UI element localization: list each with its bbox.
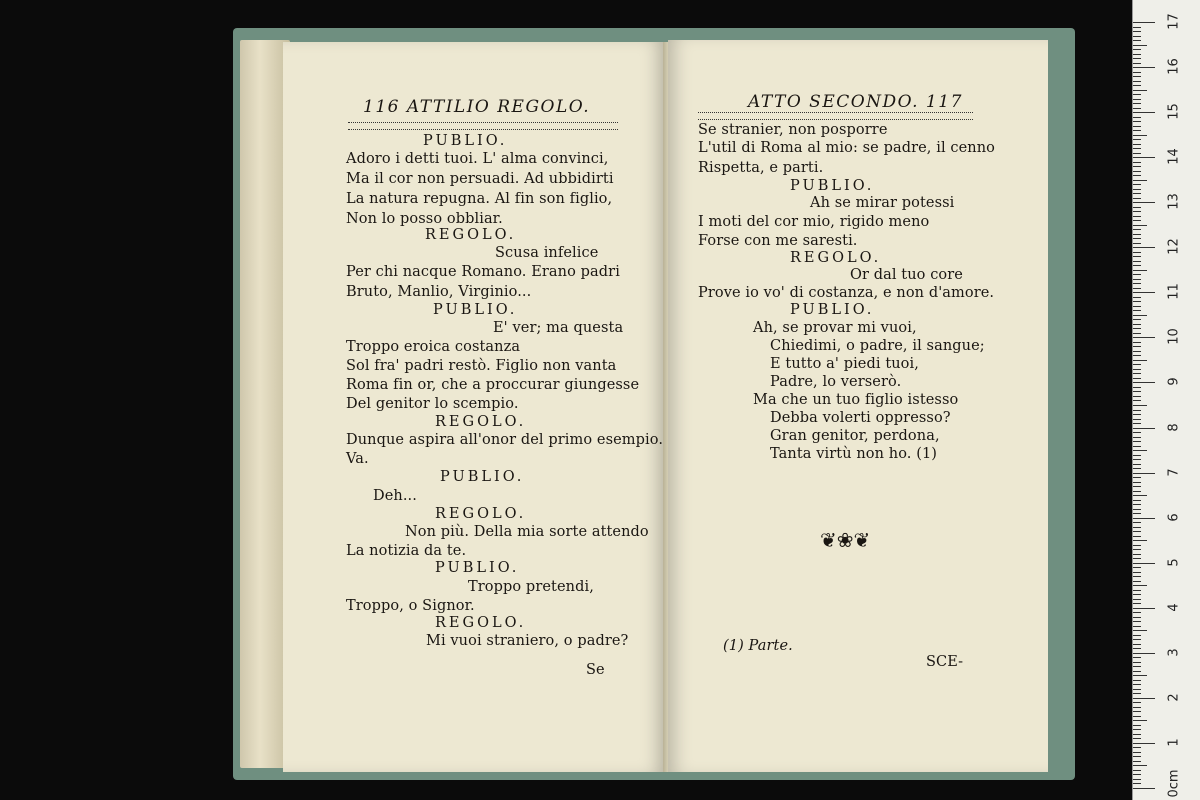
ruler-tick — [1133, 464, 1141, 465]
ruler-tick — [1133, 40, 1141, 41]
ruler-tick — [1133, 414, 1141, 415]
ruler-tick — [1133, 220, 1141, 221]
ruler-tick — [1133, 720, 1147, 721]
ruler-tick — [1133, 112, 1155, 113]
ruler-tick — [1133, 301, 1141, 302]
ruler-tick — [1133, 536, 1141, 537]
ruler-tick — [1133, 247, 1155, 248]
ruler-tick — [1133, 81, 1141, 82]
ruler-tick — [1133, 346, 1141, 347]
ruler-tick — [1133, 513, 1141, 514]
header-rule — [698, 112, 973, 120]
ruler-tick — [1133, 482, 1141, 483]
ruler-tick — [1133, 450, 1147, 451]
ruler-tick — [1133, 689, 1141, 690]
ruler-tick — [1133, 382, 1155, 383]
ruler-tick — [1133, 405, 1147, 406]
ruler-tick — [1133, 423, 1141, 424]
ruler-tick — [1133, 761, 1141, 762]
verse-line: Sol fra' padri restò. Figlio non vanta — [346, 358, 617, 374]
ruler-tick — [1133, 774, 1141, 775]
ruler-tick — [1133, 729, 1141, 730]
ruler-tick — [1133, 621, 1141, 622]
verse-line: La notizia da te. — [346, 543, 467, 559]
ruler-tick — [1133, 76, 1141, 77]
ruler-tick — [1133, 306, 1141, 307]
speaker-label: PUBLIO. — [790, 302, 875, 318]
verse-line: Se stranier, non posporre — [698, 122, 888, 138]
ruler-tick — [1133, 680, 1141, 681]
ruler-tick — [1133, 612, 1141, 613]
ruler-tick — [1133, 22, 1155, 23]
ruler-tick — [1133, 229, 1141, 230]
ruler-tick — [1133, 234, 1141, 235]
ruler-tick — [1133, 297, 1141, 298]
ruler-tick — [1133, 590, 1141, 591]
ruler-tick — [1133, 662, 1141, 663]
ruler-tick — [1133, 509, 1141, 510]
ruler-tick — [1133, 675, 1147, 676]
ruler-tick — [1133, 702, 1141, 703]
ruler-tick — [1133, 130, 1141, 131]
ruler-tick — [1133, 94, 1141, 95]
ruler-tick — [1133, 531, 1141, 532]
ruler-tick — [1133, 788, 1155, 789]
ruler-number: 15 — [1166, 103, 1182, 120]
ruler-tick — [1133, 328, 1141, 329]
ruler-tick — [1133, 211, 1141, 212]
ruler-tick — [1133, 67, 1155, 68]
ruler-tick — [1133, 252, 1141, 253]
ruler-tick — [1133, 58, 1141, 59]
speaker-label: REGOLO. — [425, 227, 517, 243]
ruler-number: 0cm — [1166, 769, 1182, 798]
ruler-number: 1 — [1166, 738, 1182, 747]
ruler-tick — [1133, 373, 1141, 374]
ruler-tick — [1133, 725, 1141, 726]
ruler-tick — [1133, 126, 1141, 127]
ruler-tick — [1133, 576, 1141, 577]
ruler-tick — [1133, 400, 1141, 401]
ruler-tick — [1133, 446, 1141, 447]
verse-line: Per chi nacque Romano. Erano padri — [346, 264, 620, 280]
verse-line: Dunque aspira all'onor del primo esempio. — [346, 432, 664, 448]
ruler-tick — [1133, 527, 1141, 528]
verse-line: Va. — [346, 451, 369, 467]
ruler-tick — [1133, 608, 1155, 609]
ruler-tick — [1133, 310, 1141, 311]
ruler-number: 2 — [1166, 693, 1182, 702]
ruler-tick — [1133, 36, 1141, 37]
verse-line: Padre, lo verserò. — [770, 374, 902, 390]
ruler-tick — [1133, 603, 1141, 604]
speaker-label: PUBLIO. — [440, 469, 525, 485]
verse-line: Chiedimi, o padre, il sangue; — [770, 338, 985, 354]
ruler-tick — [1133, 522, 1141, 523]
ruler-number: 12 — [1166, 238, 1182, 256]
verse-line: Ma il cor non persuadi. Ad ubbidirti — [346, 171, 614, 187]
verse-line: Scusa infelice — [495, 245, 599, 261]
ruler-tick — [1133, 432, 1141, 433]
speaker-label: PUBLIO. — [433, 302, 518, 318]
ruler-tick — [1133, 175, 1141, 176]
verse-line: E tutto a' piedi tuoi, — [770, 356, 919, 372]
ruler-tick — [1133, 558, 1141, 559]
ruler-tick — [1133, 45, 1147, 46]
ruler-tick — [1133, 716, 1141, 717]
ruler-tick — [1133, 486, 1141, 487]
ruler-tick — [1133, 225, 1147, 226]
ruler-tick — [1133, 369, 1141, 370]
ruler-number: 4 — [1166, 603, 1182, 612]
verse-line: Adoro i detti tuoi. L' alma convinci, — [346, 151, 609, 167]
ruler-tick — [1133, 783, 1141, 784]
ruler-tick — [1133, 707, 1141, 708]
ruler-tick — [1133, 410, 1141, 411]
ruler-tick — [1133, 545, 1141, 546]
ruler-tick — [1133, 315, 1147, 316]
verse-line: Forse con me saresti. — [698, 233, 858, 249]
verse-line: L'util di Roma al mio: se padre, il cenno — [698, 140, 996, 156]
ruler-tick — [1133, 238, 1141, 239]
verse-line: Prove io vo' di costanza, e non d'amore. — [698, 285, 995, 301]
speaker-label: REGOLO. — [790, 250, 882, 266]
ruler-tick — [1133, 148, 1141, 149]
ruler-tick — [1133, 572, 1141, 573]
verse-line: La natura repugna. Al fin son figlio, — [346, 191, 613, 207]
ruler-tick — [1133, 617, 1141, 618]
ruler-tick — [1133, 581, 1141, 582]
ruler-tick — [1133, 391, 1141, 392]
ruler-tick — [1133, 333, 1141, 334]
speaker-label: PUBLIO. — [423, 133, 508, 149]
ruler-tick — [1133, 193, 1141, 194]
verse-line: Debba volerti oppresso? — [770, 410, 951, 426]
verse-line: Ma che un tuo figlio istesso — [753, 392, 959, 408]
left-page — [283, 42, 665, 772]
ruler-tick — [1133, 351, 1141, 352]
fleuron-ornament: ❦❀❦ — [820, 528, 871, 552]
ruler-tick — [1133, 72, 1141, 73]
ruler-tick — [1133, 671, 1141, 672]
ruler-tick — [1133, 364, 1141, 365]
ruler-tick — [1133, 455, 1141, 456]
footnote: (1) Parte. — [723, 638, 793, 654]
ruler-tick — [1133, 171, 1141, 172]
ruler-tick — [1133, 27, 1141, 28]
ruler-tick — [1133, 31, 1141, 32]
ruler-tick — [1133, 500, 1141, 501]
ruler-tick — [1133, 698, 1155, 699]
ruler-tick — [1133, 477, 1141, 478]
ruler-tick — [1133, 468, 1141, 469]
ruler-tick — [1133, 198, 1141, 199]
ruler-number: 17 — [1166, 13, 1182, 30]
ruler-tick — [1133, 270, 1147, 271]
ruler-tick — [1133, 387, 1141, 388]
ruler-tick — [1133, 54, 1141, 55]
verse-line: Gran genitor, perdona, — [770, 428, 940, 444]
ruler-tick — [1133, 495, 1147, 496]
ruler-tick — [1133, 779, 1141, 780]
ruler-number: 9 — [1166, 377, 1182, 387]
ruler-tick — [1133, 274, 1141, 275]
verse-line: Rispetta, e parti. — [698, 160, 824, 176]
ruler-tick — [1133, 518, 1155, 519]
ruler-tick — [1133, 261, 1141, 262]
ruler-tick — [1133, 396, 1141, 397]
verse-line: Troppo pretendi, — [468, 579, 594, 595]
ruler-tick — [1133, 265, 1141, 266]
ruler-number: 5 — [1166, 558, 1182, 567]
ruler-tick — [1133, 639, 1141, 640]
ruler-tick — [1133, 121, 1141, 122]
ruler-tick — [1133, 189, 1141, 190]
speaker-label: PUBLIO. — [435, 560, 520, 576]
ruler-tick — [1133, 288, 1141, 289]
ruler-tick — [1133, 540, 1147, 541]
ruler-tick — [1133, 693, 1141, 694]
catchword: SCE- — [926, 654, 964, 670]
ruler-tick — [1133, 666, 1141, 667]
left-page-header: 116 ATTILIO REGOLO. — [363, 97, 591, 117]
ruler-tick — [1133, 283, 1141, 284]
ruler-tick — [1133, 319, 1141, 320]
verse-line: Deh... — [373, 488, 417, 504]
ruler-tick — [1133, 648, 1141, 649]
speaker-label: REGOLO. — [435, 615, 527, 631]
ruler-tick — [1133, 153, 1141, 154]
ruler-number: 8 — [1166, 422, 1182, 432]
speaker-label: REGOLO. — [435, 506, 527, 522]
ruler-tick — [1133, 144, 1141, 145]
ruler-tick — [1133, 504, 1141, 505]
ruler-tick — [1133, 594, 1141, 595]
ruler-tick — [1133, 292, 1155, 293]
ruler-tick — [1133, 360, 1147, 361]
ruler-tick — [1133, 184, 1141, 185]
ruler-tick — [1133, 756, 1141, 757]
ruler-tick — [1133, 653, 1155, 654]
ruler-tick — [1133, 428, 1155, 429]
header-rule — [348, 122, 618, 130]
verse-line: Or dal tuo core — [850, 267, 963, 283]
ruler-tick — [1133, 459, 1141, 460]
ruler-tick — [1133, 202, 1155, 203]
ruler-tick — [1133, 563, 1155, 564]
ruler-number: 6 — [1166, 513, 1182, 522]
verse-line: Tanta virtù non ho. (1) — [770, 446, 938, 462]
verse-line: Non più. Della mia sorte attendo — [405, 524, 649, 540]
speaker-label: REGOLO. — [435, 414, 527, 430]
ruler-tick — [1133, 473, 1155, 474]
ruler-tick — [1133, 743, 1155, 744]
ruler-tick — [1133, 630, 1147, 631]
ruler-tick — [1133, 207, 1141, 208]
ruler-tick — [1133, 90, 1147, 91]
verse-line: Ah, se provar mi vuoi, — [753, 320, 917, 336]
ruler-tick — [1133, 117, 1141, 118]
ruler-tick — [1133, 139, 1141, 140]
ruler-tick — [1133, 85, 1141, 86]
ruler-tick — [1133, 567, 1141, 568]
ruler-tick — [1133, 324, 1141, 325]
verse-line: Bruto, Manlio, Virginio... — [346, 284, 532, 300]
ruler-number: 10 — [1166, 328, 1182, 346]
ruler-tick — [1133, 491, 1141, 492]
verse-line: Ah se mirar potessi — [810, 195, 955, 211]
ruler-tick — [1133, 157, 1155, 158]
ruler-number: 7 — [1166, 467, 1182, 477]
ruler-tick — [1133, 103, 1141, 104]
ruler-tick — [1133, 585, 1147, 586]
ruler-tick — [1133, 747, 1141, 748]
right-page — [668, 40, 1048, 772]
ruler-number: 14 — [1166, 148, 1182, 165]
verse-line: Troppo eroica costanza — [346, 339, 521, 355]
ruler-tick — [1133, 243, 1141, 244]
verse-line: Non lo posso obbliar. — [346, 211, 503, 227]
speaker-label: PUBLIO. — [790, 178, 875, 194]
ruler-tick — [1133, 684, 1141, 685]
ruler-number: 16 — [1166, 58, 1182, 75]
ruler-tick — [1133, 162, 1141, 163]
ruler-tick — [1133, 355, 1141, 356]
ruler-tick — [1133, 216, 1141, 217]
ruler-tick — [1133, 180, 1147, 181]
ruler-tick — [1133, 166, 1141, 167]
ruler-number: 13 — [1166, 193, 1182, 211]
ruler-tick — [1133, 337, 1155, 338]
ruler-tick — [1133, 599, 1141, 600]
ruler-tick — [1133, 135, 1147, 136]
ruler-tick — [1133, 738, 1141, 739]
verse-line: Mi vuoi straniero, o padre? — [426, 633, 629, 649]
ruler-tick — [1133, 49, 1141, 50]
right-page-header: ATTO SECONDO. 117 — [748, 92, 963, 112]
ruler-number: 11 — [1166, 283, 1182, 301]
ruler-tick — [1133, 441, 1141, 442]
verse-line: Troppo, o Signor. — [346, 598, 475, 614]
ruler-tick — [1133, 752, 1141, 753]
ruler-tick — [1133, 626, 1141, 627]
ruler-tick — [1133, 770, 1141, 771]
verse-line: I moti del cor mio, rigido meno — [698, 214, 930, 230]
catchword: Se — [586, 662, 605, 678]
verse-line: E' ver; ma questa — [493, 320, 624, 336]
verse-line: Del genitor lo scempio. — [346, 396, 519, 412]
ruler-tick — [1133, 342, 1141, 343]
ruler-tick — [1133, 99, 1141, 100]
ruler-tick — [1133, 437, 1141, 438]
ruler-number: 3 — [1166, 648, 1182, 657]
ruler-tick — [1133, 554, 1141, 555]
ruler-tick — [1133, 256, 1141, 257]
ruler-tick — [1133, 644, 1141, 645]
ruler-tick — [1133, 711, 1141, 712]
ruler-tick — [1133, 549, 1141, 550]
ruler-tick — [1133, 378, 1141, 379]
ruler-tick — [1133, 734, 1141, 735]
ruler-tick — [1133, 765, 1147, 766]
ruler-tick — [1133, 657, 1141, 658]
ruler-tick — [1133, 635, 1141, 636]
ruler-tick — [1133, 108, 1141, 109]
ruler-tick — [1133, 419, 1141, 420]
ruler-tick — [1133, 279, 1141, 280]
ruler-tick — [1133, 63, 1141, 64]
verse-line: Roma fin or, che a proccurar giungesse — [346, 377, 640, 393]
